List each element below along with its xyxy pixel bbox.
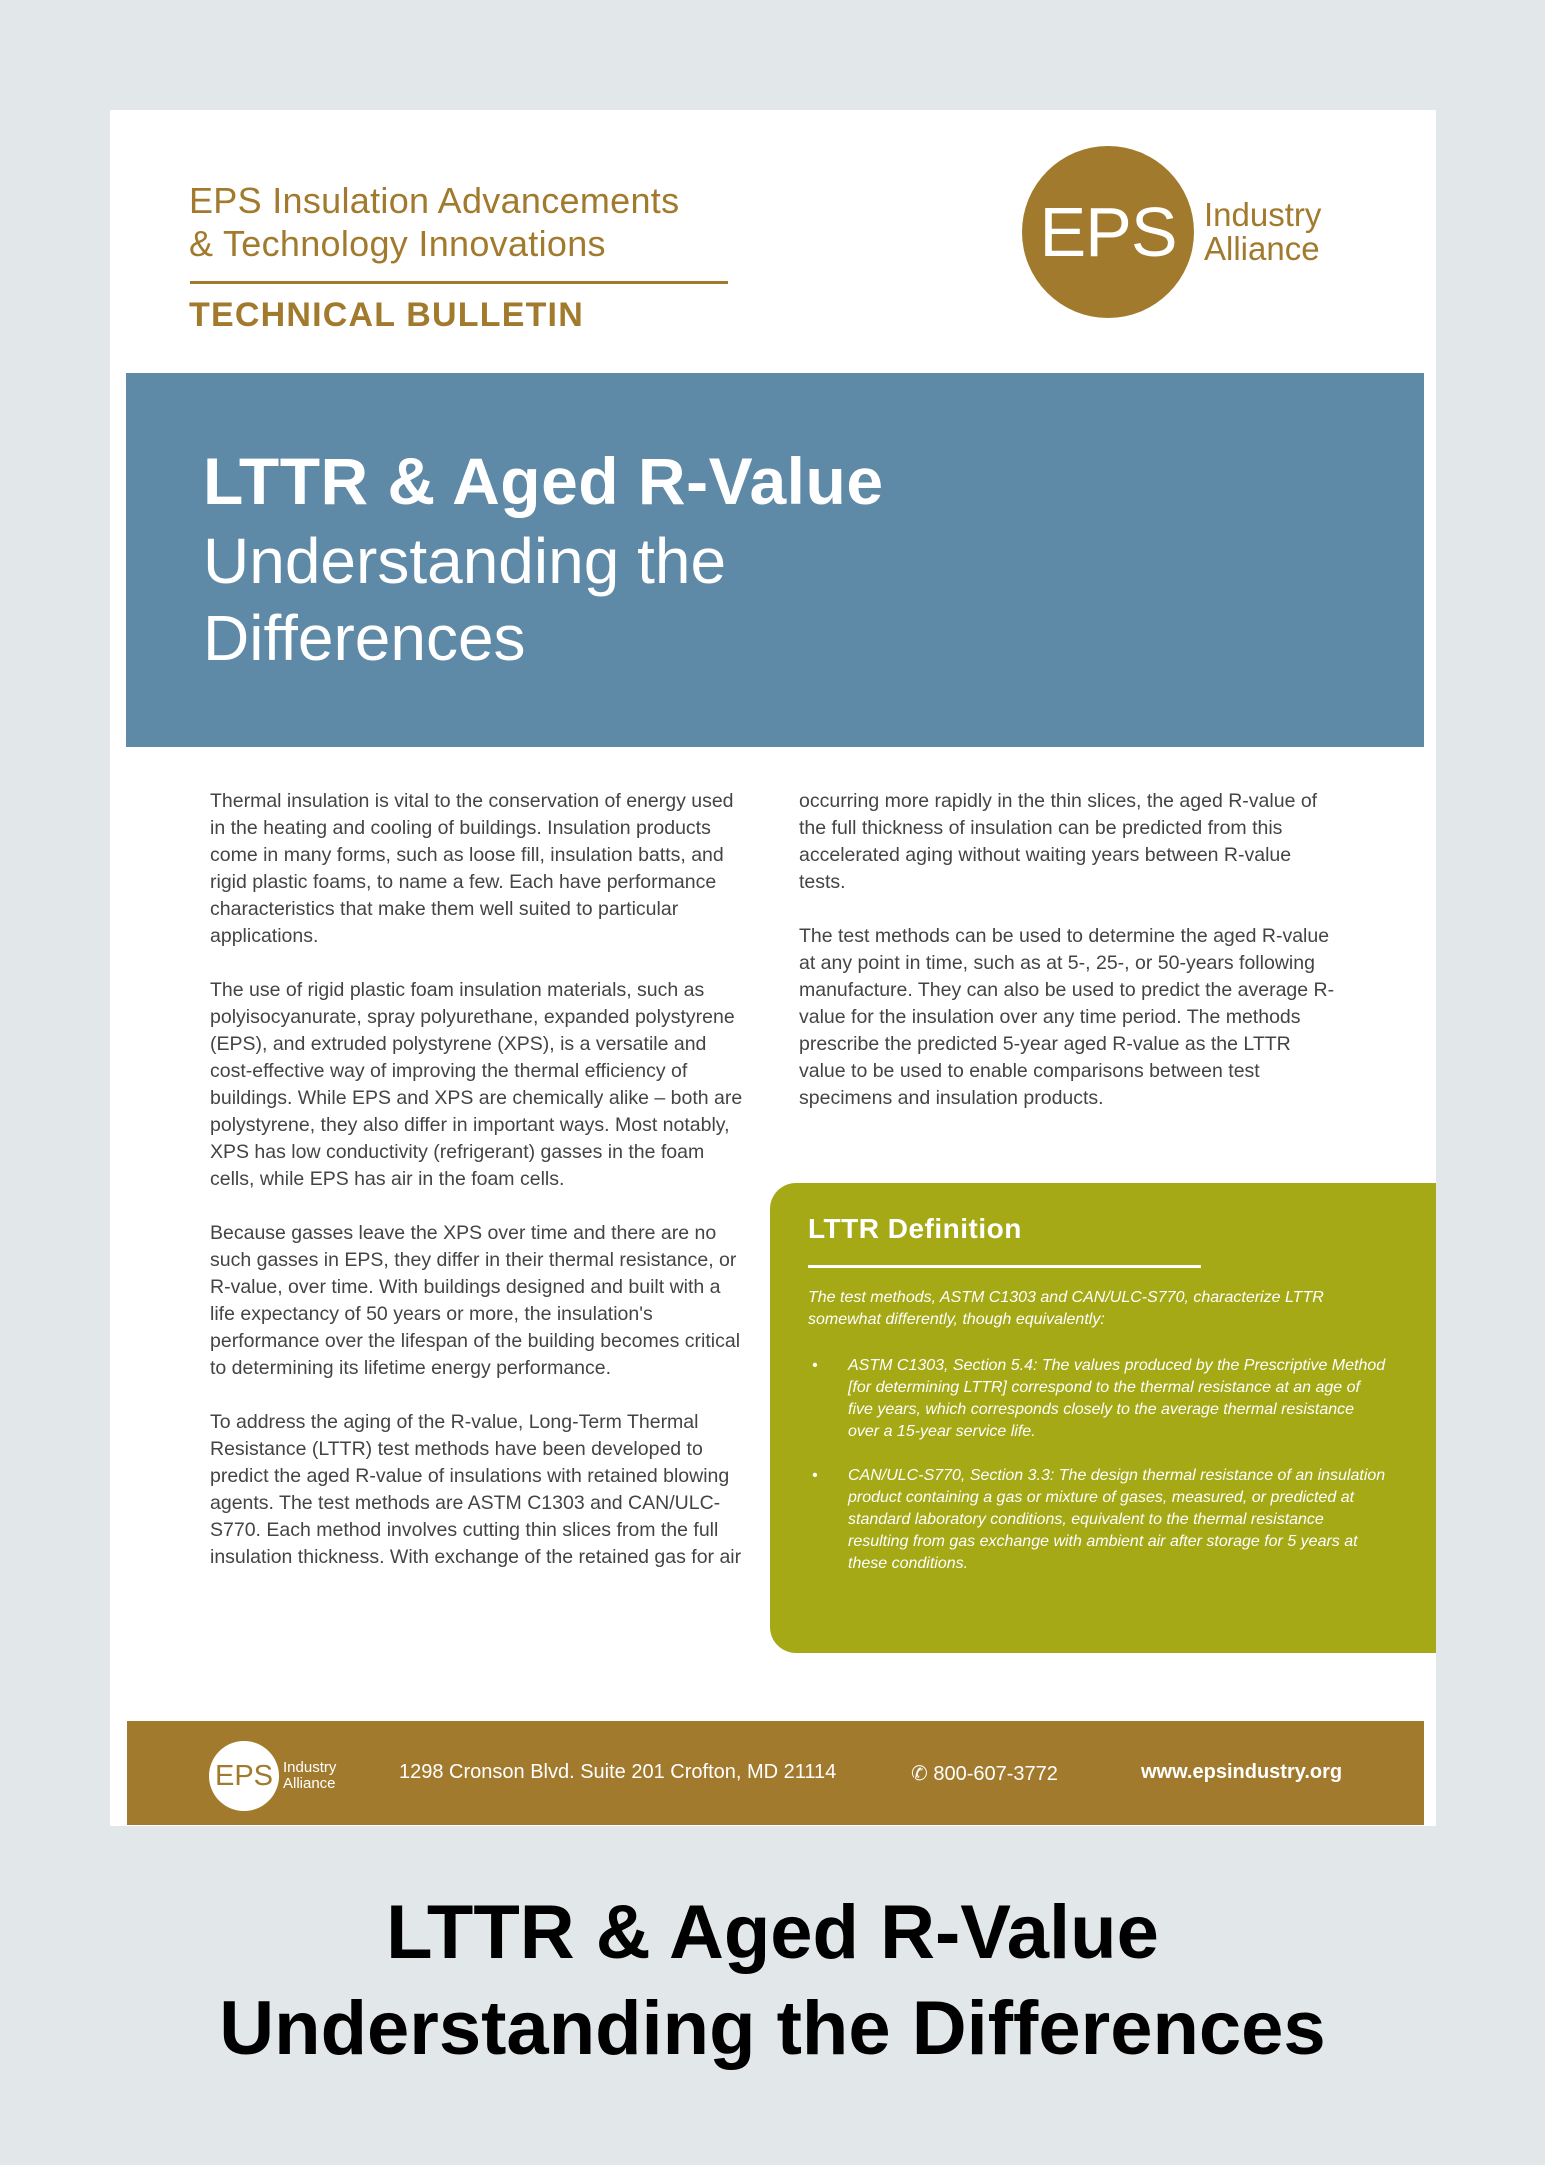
logo-line-1: Industry: [1204, 196, 1322, 233]
paragraph: Because gasses leave the XPS over time and there are no such gasses in EPS, they differ in their thermal resistance, or R-value, over time. With buildings designed and built with a life expectancy of 50 years or more, the insulation's performance over the lifespan of the building becomes critical to determining its lifetime energy performance.: [210, 1222, 741, 1379]
paragraph: Thermal insulation is vital to the conservation of energy used in the heating and cooling of buildings. Insulation products come in many forms, such as loose fill, insulation batts, and rigid plastic foams, to name a few. Each have performance characteristics that make them well suited to particular applications.: [210, 790, 734, 947]
footer-logo-mark: EPS: [209, 1741, 279, 1811]
footer-website-link[interactable]: www.epsindustry.org: [1141, 1761, 1343, 1783]
banner-subtitle: [203, 523, 726, 677]
bullet-icon: •: [812, 1357, 818, 1374]
definition-item-text: ASTM C1303, Section 5.4: The values produced by the Prescriptive Method [for determining LTTR] correspond to the thermal resistance at an age of five years, which corresponds closely to the average thermal resistance over a 15-year service life.: [848, 1357, 1386, 1440]
list-item: [808, 1355, 1388, 1443]
caption-line-2: Understanding the Differences: [219, 1986, 1326, 2071]
paragraph: The use of rigid plastic foam insulation materials, such as polyisocyanurate, spray polyurethane, expanded polystyrene (EPS), and extruded polystyrene (XPS), is a versatile and cost-effective way of improving the thermal efficiency of buildings. While EPS and XPS are chemically alike – both are polystyrene, they also differ in important ways. Most notably, XPS has low conductivity (refrigerant) gasses in the foam cells, while EPS has air in the foam cells.: [210, 979, 743, 1190]
definition-divider: [808, 1265, 1201, 1268]
footer-phone: [911, 1761, 1058, 1786]
bullet-icon: •: [812, 1467, 818, 1484]
caption-line-1: LTTR & Aged R-Value: [386, 1890, 1159, 1975]
right-column: [799, 788, 1339, 1139]
footer-address: 1298 Cronson Blvd. Suite 201 Crofton, MD 21114: [399, 1761, 837, 1783]
definition-intro: The test methods, ASTM C1303 and CAN/ULC-S770, characterize LTTR somewhat differently, though equivalently:: [808, 1289, 1324, 1328]
logo-wordmark: [1204, 198, 1321, 266]
definition-item-text: CAN/ULC-S770, Section 3.3: The design thermal resistance of an insulation product containing a gas or mixture of gases, measured, or predicted at standard laboratory conditions, equivalent to the thermal resistance resulting from gas exchange with ambient air after storage for 5 years at these conditions.: [848, 1467, 1386, 1572]
eps-logo: [1022, 146, 1321, 318]
footer-logo-wordmark: [283, 1760, 336, 1792]
footer-logo-line-1: Industry: [283, 1759, 337, 1776]
kicker-divider: [190, 281, 728, 284]
banner-subtitle-line-2: Differences: [203, 602, 526, 674]
left-column: [210, 788, 750, 1598]
list-item: [808, 1465, 1388, 1575]
paragraph: The test methods can be used to determine the aged R-value at any point in time, such as at 5-, 25-, or 50-years following manufacture. They can also be used to predict the average R-value for the insulation over any time period. The methods prescribe the predicted 5-year aged R-value as the LTTR value to be used to enable comparisons between test specimens and insulation products.: [799, 925, 1335, 1109]
technical-bulletin-label: TECHNICAL BULLETIN: [189, 296, 584, 334]
paragraph: To address the aging of the R-value, Long-Term Thermal Resistance (LTTR) test methods have been developed to predict the aged R-value of insulations with retained blowing agents. The test methods are ASTM C1303 and CAN/ULC-S770. Each method involves cutting thin slices from the full insulation thickness. With exchange of the retained gas for air: [210, 1411, 742, 1568]
footer-logo-line-2: Alliance: [283, 1775, 336, 1792]
title-banner: [126, 373, 1424, 747]
banner-title: LTTR & Aged R-Value: [203, 444, 884, 518]
bulletin-page: [110, 110, 1436, 1826]
logo-line-2: Alliance: [1204, 230, 1320, 267]
definition-list: [808, 1355, 1388, 1597]
definition-title: LTTR Definition: [808, 1213, 1022, 1244]
phone-number: 800-607-3772: [933, 1763, 1058, 1785]
page-caption: [0, 1885, 1545, 2077]
phone-icon: ✆: [911, 1763, 928, 1785]
footer-logo: [209, 1741, 336, 1811]
logo-mark: EPS: [1022, 146, 1194, 318]
banner-subtitle-line-1: Understanding the: [203, 525, 727, 597]
kicker-line-2: & Technology Innovations: [189, 223, 606, 264]
kicker-line-1: EPS Insulation Advancements: [189, 180, 680, 221]
lttr-definition-box: [770, 1183, 1436, 1653]
paragraph: occurring more rapidly in the thin slices, the aged R-value of the full thickness of insulation can be predicted from this accelerated aging without waiting years between R-value tests.: [799, 790, 1318, 893]
footer-bar: [127, 1721, 1424, 1825]
kicker-title: [189, 179, 679, 265]
